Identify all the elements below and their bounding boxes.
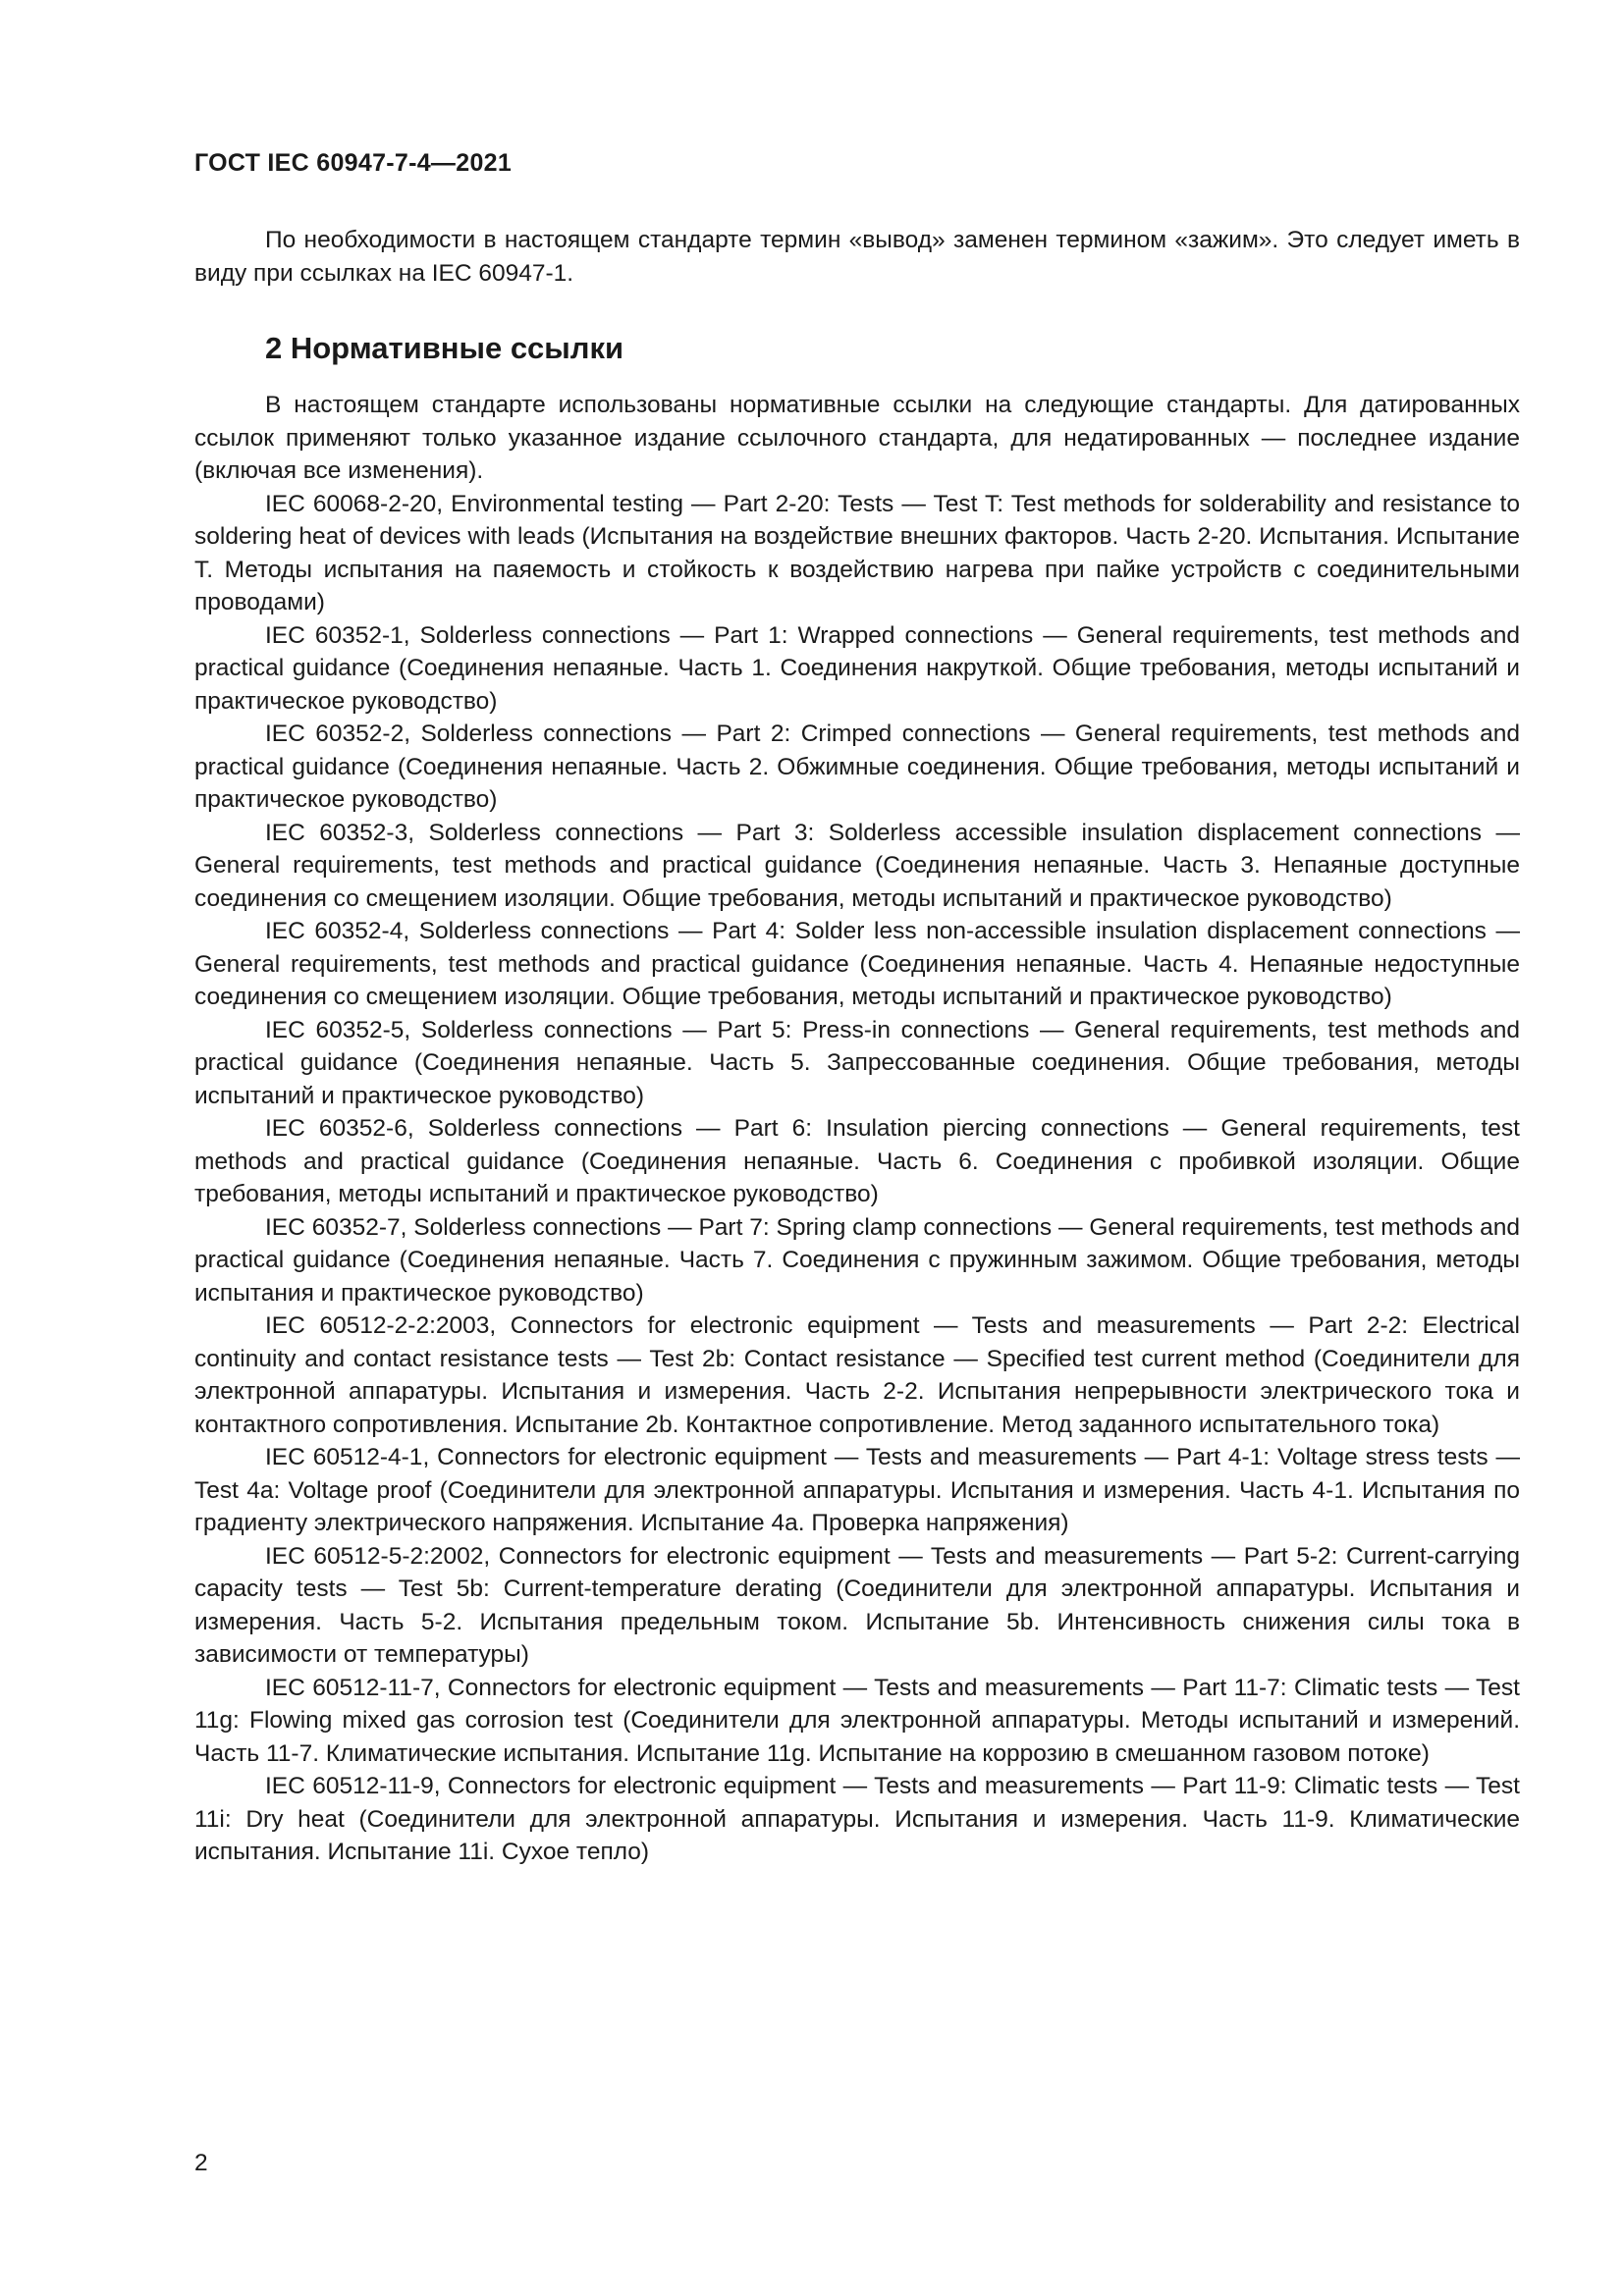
reference-item: IEC 60512-2-2:2003, Connectors for electronic equipment — Tests and measurements — Part 2-2: Electrical continuity and contact resistance tests — Test 2b: Contact resistance — Specified test current method (Соединители для электронной аппаратуры. Испытания и измерения. Часть 2-2. Испытания непрерывности электрического тока и контактного сопротивления. Испытание 2b. Контактное сопротивление. Метод заданного испытательного тока) xyxy=(194,1312,1520,1438)
reference-item: IEC 60068-2-20, Environmental testing — Part 2-20: Tests — Test T: Test methods for solderability and resistance to soldering heat of devices with leads (Испытания на воздействие внешних факторов. Часть 2-20. Испытания. Испытание Т. Методы испытания на паяемость и стойкость к воздействию нагрева при пайке устройств с соединительными проводами) xyxy=(194,490,1520,615)
lead-paragraph: В настоящем стандарте использованы нормативные ссылки на следующие стандарты. Для датированных ссылок применяют только указанное издание ссылочного стандарта, для недатированных — последнее издание (включая все изменения). xyxy=(194,392,1520,484)
reference-item: IEC 60352-2, Solderless connections — Part 2: Crimped connections — General requirements, test methods and practical guidance (Соединения непаяные. Часть 2. Обжимные соединения. Общие требования, методы испытаний и практическое руководство) xyxy=(194,721,1520,813)
section-heading: 2 Нормативные ссылки xyxy=(265,331,624,365)
reference-item: IEC 60352-6, Solderless connections — Part 6: Insulation piercing connections — General requirements, test methods and practical guidance (Соединения непаяные. Часть 6. Соединения с пробивкой изоляции. Общие требования, методы испытаний и практическое руководство) xyxy=(194,1115,1520,1207)
reference-item: IEC 60512-11-7, Connectors for electronic equipment — Tests and measurements — Part 11-7: Climatic tests — Test 11g: Flowing mixed gas corrosion test (Соединители для электронной аппаратуры. Методы испытаний и измерений. Часть 11-7. Климатические испытания. Испытание 11g. Испытание на коррозию в смешанном газовом потоке) xyxy=(194,1674,1520,1767)
reference-item: IEC 60512-11-9, Connectors for electronic equipment — Tests and measurements — Part 11-9: Climatic tests — Test 11i: Dry heat (Соединители для электронной аппаратуры. Испытания и измерения. Часть 11-9. Климатические испытания. Испытание 11i. Сухое тепло) xyxy=(194,1773,1520,1865)
reference-item: IEC 60352-3, Solderless connections — Part 3: Solderless accessible insulation displacement connections — General requirements, test methods and practical guidance (Соединения непаяные. Часть 3. Непаяные доступные соединения со смещением изоляции. Общие требования, методы испытаний и практическое руководство) xyxy=(194,819,1520,912)
reference-item: IEC 60512-4-1, Connectors for electronic equipment — Tests and measurements — Part 4-1: Voltage stress tests — Test 4a: Voltage proof (Соединители для электронной аппаратуры. Испытания и измерения. Часть 4-1. Испытания по градиенту электрического напряжения. Испытание 4a. Проверка напряжения) xyxy=(194,1444,1520,1536)
reference-item: IEC 60352-4, Solderless connections — Part 4: Solder less non-accessible insulation displacement connections — General requirements, test methods and practical guidance (Соединения непаяные. Часть 4. Непаяные недоступные соединения со смещением изоляции. Общие требования, методы испытаний и практическое руководство) xyxy=(194,918,1520,1010)
reference-item: IEC 60352-5, Solderless connections — Part 5: Press-in connections — General requirements, test methods and practical guidance (Соединения непаяные. Часть 5. Запрессованные соединения. Общие требования, методы испытаний и практическое руководство) xyxy=(194,1016,1520,1109)
intro-paragraph: По необходимости в настоящем стандарте термин «вывод» заменен термином «зажим». Это следует иметь в виду при ссылках на IEC 60947-1. xyxy=(194,227,1520,287)
reference-item: IEC 60352-1, Solderless connections — Part 1: Wrapped connections — General requirements, test methods and practical guidance (Соединения непаяные. Часть 1. Соединения накруткой. Общие требования, методы испытаний и практическое руководство) xyxy=(194,621,1520,715)
document-header: ГОСТ IEC 60947-7-4—2021 xyxy=(194,149,513,177)
page-number: 2 xyxy=(194,2150,208,2176)
page-content xyxy=(194,224,1520,1869)
reference-item: IEC 60512-5-2:2002, Connectors for electronic equipment — Tests and measurements — Part 5-2: Current-carrying capacity tests — Test 5b: Current-temperature derating (Соединители для электронной аппаратуры. Испытания и измерения. Часть 5-2. Испытания предельным током. Испытание 5b. Интенсивность снижения силы тока в зависимости от температуры) xyxy=(194,1542,1520,1668)
reference-item: IEC 60352-7, Solderless connections — Part 7: Spring clamp connections — General requirements, test methods and practical guidance (Соединения непаяные. Часть 7. Соединения с пружинным зажимом. Общие требования, методы испытания и практическое руководство) xyxy=(194,1213,1520,1307)
